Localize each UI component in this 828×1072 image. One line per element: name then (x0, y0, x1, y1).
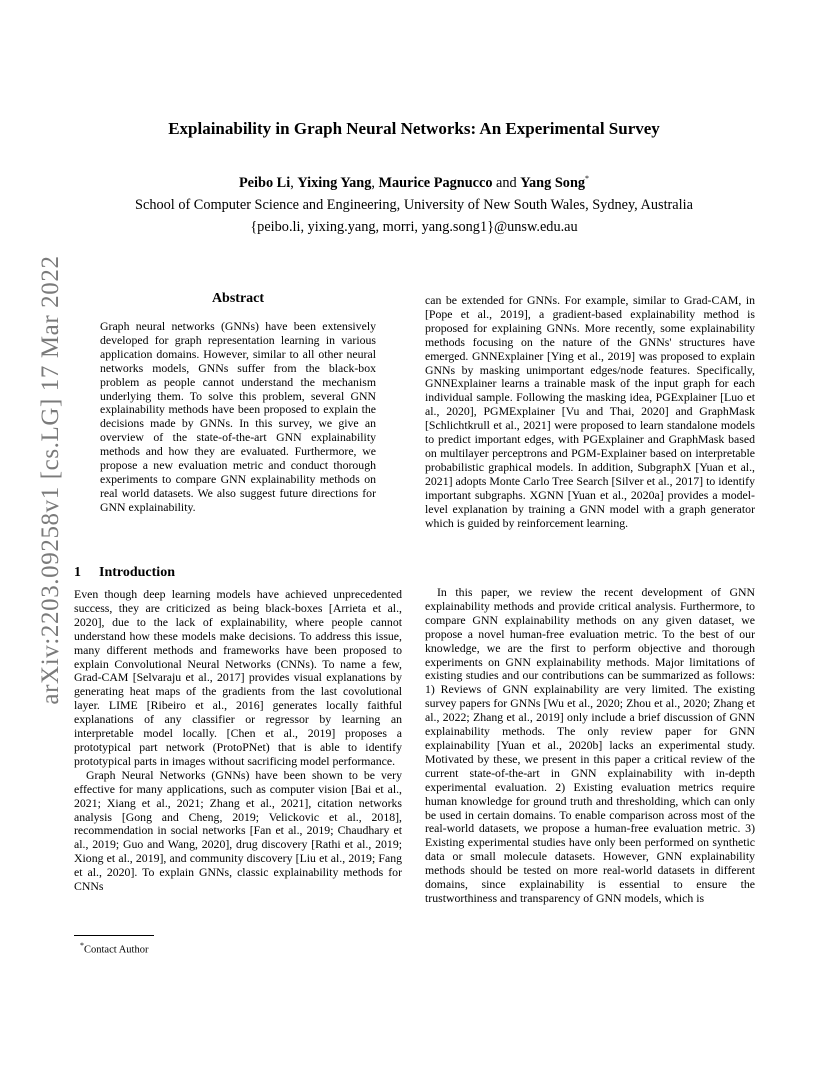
section-heading-introduction (74, 565, 193, 581)
intro-paragraph-1: Even though deep learning models have achieved unprecedented success, they are criticized as being black-boxes [Arrieta et al., 2020], due to the lack of explainability, where people cannot understand how these models make decisions. To address this issue, many different methods and frameworks have been proposed to explain Convolutional Neural Networks (CNNs). To name a few, Grad-CAM [Selvaraju et al., 2017] provides visual explanations by generating heat maps of the gradients from the last covolutional layer. LIME [Ribeiro et al., 2016] generates locally faithful explanations of any classifier or regressor by learning an interpretable model locally. [Chen et al., 2019] proposes a prototypical part network (ProtoPNet) that is able to identify prototypical parts in images without sacrificing model performance. (74, 587, 402, 768)
abstract-heading: Abstract (211, 291, 265, 306)
author-mark: * (585, 174, 590, 183)
author-emails: {peibo.li, yixing.yang, morri, yang.song1}@unsw.edu.au (250, 219, 578, 235)
author-list: Peibo Li, Yixing Yang, Maurice Pagnucco and Yang Song* (238, 174, 590, 191)
author-name: Yixing Yang (297, 174, 372, 191)
arxiv-watermark: arXiv:2203.09258v1 [cs.LG] 17 Mar 2022 (37, 255, 64, 705)
paper-title: Explainability in Graph Neural Networks: An Experimental Survey (168, 119, 660, 138)
right-paragraph-1: can be extended for GNNs. For example, similar to Grad-CAM, in [Pope et al., 2019], a gradient-based explainability method is proposed for explaining GNNs. More recently, some explainability methods focusing on the nature of the GNNs' structures have emerged. GNNExplainer [Ying et al., 2019] was proposed to explain GNNs by masking unimportant edges/node features. Specifically, GNNExplainer learns a trainable mask of the input graph for each individual sample. Following the masking idea, PGExplainer [Luo et al., 2020], PGMExplainer [Vu and Thai, 2020] and GraphMask [Schlichtkrull et al., 2021] were proposed to learn standalone models to predict important edges, with PGExplainer and GraphMask based on multilayer perceptrons and PGM-Explainer based on interpretable probabilistic graphical models. In addition, SubgraphX [Yuan et al., 2021] adopts Monte Carlo Tree Search [Silver et al., 2017] to identify important subgraphs. XGNN [Yuan et al., 2020a] provides a model-level explanation by training a GNN model with a graph generator which is guided by reinforcement learning. (425, 293, 755, 530)
right-paragraph-2: In this paper, we review the recent development of GNN explainability methods and provide critical analysis. Furthermore, to compare GNN explainability methods on any given dataset, we propose a novel human-free evaluation metric. To the best of our knowledge, we are the first to perform objective and thorough experiments on GNN explainability methods. Major limitations of existing studies and our contributions can be summarized as follows: 1) Reviews of GNN explainability are very limited. The existing survey papers for GNNs [Wu et al., 2020; Zhou et al., 2020; Zhang et al., 2022; Zhang et al., 2019] only include a brief discussion of GNN explainability methods. The only review paper for GNN explainability [Yuan et al., 2020b] lacks an experimental study. Motivated by these, we present in this paper a critical review of the current state-of-the-art in GNN explainability with in-depth experimental evaluation. 2) Existing evaluation metrics require human knowledge for ground truth and thresholding, which can only be used in certain domains. To enable comparison across most of the real-world datasets, we propose a human-free evaluation metric. 3) Existing experimental studies have only been performed on synthetic data or small molecule datasets. However, GNN explainability methods should be tested on more real-world datasets in different domains, since explainability is essential to ensure the trustworthiness and transparency of GNN models, which is (425, 585, 755, 905)
section-title: Introduction (99, 565, 175, 580)
right-column-paragraph-1 (425, 294, 755, 530)
footnote (80, 941, 148, 956)
intro-paragraph-2: Graph Neural Networks (GNNs) have been shown to be very effective for many applications, such as computer vision [Bai et al., 2021; Xiang et al., 2021; Zhang et al., 2021], citation networks analysis [Gong and Cheng, 2019; Velickovic et al., 2018], recommendation in social networks [Fan et al., 2019; Chaudhary et al., 2019; Guo and Wang, 2020], drug discovery [Rathi et al., 2019; Xiong et al., 2019], and community discovery [Liu et al., 2019; Fang et al., 2020]. To explain GNNs, classic explainability methods for CNNs (74, 767, 402, 894)
intro-left-column (74, 588, 402, 894)
abstract-body (100, 320, 376, 515)
footnote-mark: * (80, 941, 84, 950)
affiliation: School of Computer Science and Engineering, University of New South Wales, Sydney, Australia (135, 197, 693, 213)
abstract-text: Graph neural networks (GNNs) have been extensively developed for graph representation learning in various application domains. However, similar to all other neural networks models, GNNs suffer from the black-box problem as people cannot understand the mechanism underlying them. To solve this problem, several GNN explainability methods have been proposed to explain the decisions made by GNNs. In this survey, we give an overview of the state-of-the-art GNN explainability methods and how they are evaluated. Furthermore, we propose a new evaluation metric and conduct thorough experiments to compare GNN explainability methods on real world datasets. We also suggest future directions for GNN explainability. (100, 319, 376, 514)
footnote-text: Contact Author (84, 944, 149, 956)
author-name: Maurice Pagnucco (378, 174, 493, 191)
section-number: 1 (74, 565, 81, 580)
author-name: Peibo Li (238, 174, 291, 191)
footnote-rule (74, 935, 154, 936)
right-column-paragraph-2 (425, 586, 755, 906)
author-name: Yang Song (520, 174, 586, 191)
